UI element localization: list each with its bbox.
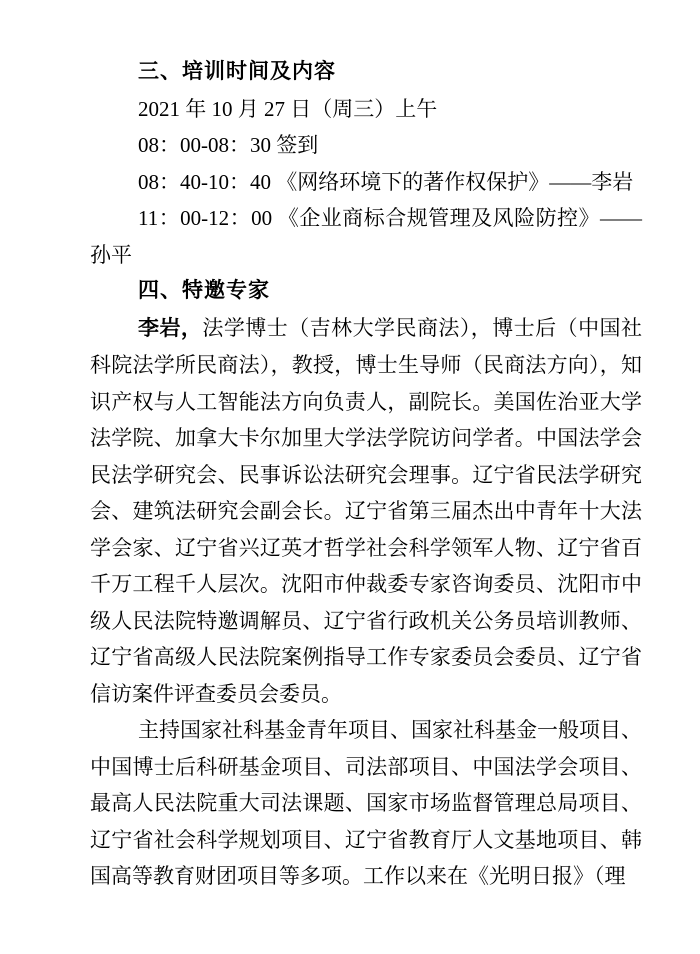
training-date-line: 2021 年 10 月 27 日（周三）上午 bbox=[138, 96, 438, 121]
expert-bio-text: 法学博士（吉林大学民商法），博士后（中国社科院法学所民商法），教授，博士生导师（民商法方向），知识产权与人工智能法方向负责人，副院长。美国佐治亚大学法学院、加拿大卡尔加里大学法学院访问学者。中国法学会民法学研究会、民事诉讼法研究会理事。辽宁省民法学研究会、建筑法研究会副会长。辽宁省第三届杰出中青年十大法学会家、辽宁省兴辽英才哲学社会科学领军人物、辽宁省百千万工程千人层次。沈阳市仲裁委专家咨询委员、沈阳市中级人民法院特邀调解员、辽宁省行政机关公务员培训教师、辽宁省高级人民法院案例指导工作专家委员会委员、辽宁省信访案件评查委员会委员。 bbox=[90, 315, 643, 706]
section-heading-training-time: 三、培训时间及内容 bbox=[138, 60, 336, 83]
schedule-line-lecture-2: 11：00-12：00 《企业商标合规管理及风险防控》——孙平 bbox=[90, 206, 642, 267]
expert-name: 李岩， bbox=[138, 316, 203, 340]
expert-achievements-paragraph: 主持国家社科基金青年项目、国家社科基金一般项目、中国博士后科研基金项目、司法部项目、中国法学会项目、最高人民法院重大司法课题、国家市场监督管理总局项目、辽宁省社会科学规划项目、辽宁省教育厅人文基地项目、韩国高等教育财团项目等多项。工作以来在《光明日报》（理 bbox=[90, 718, 642, 888]
document-content bbox=[90, 54, 642, 895]
schedule-line-signin: 08：00-08：30 签到 bbox=[138, 133, 319, 157]
section-heading-invited-experts: 四、特邀专家 bbox=[138, 279, 270, 302]
schedule-line-lecture-1: 08：40-10：40 《网络环境下的著作权保护》——李岩 bbox=[138, 169, 634, 194]
expert-bio-paragraph bbox=[90, 310, 642, 713]
